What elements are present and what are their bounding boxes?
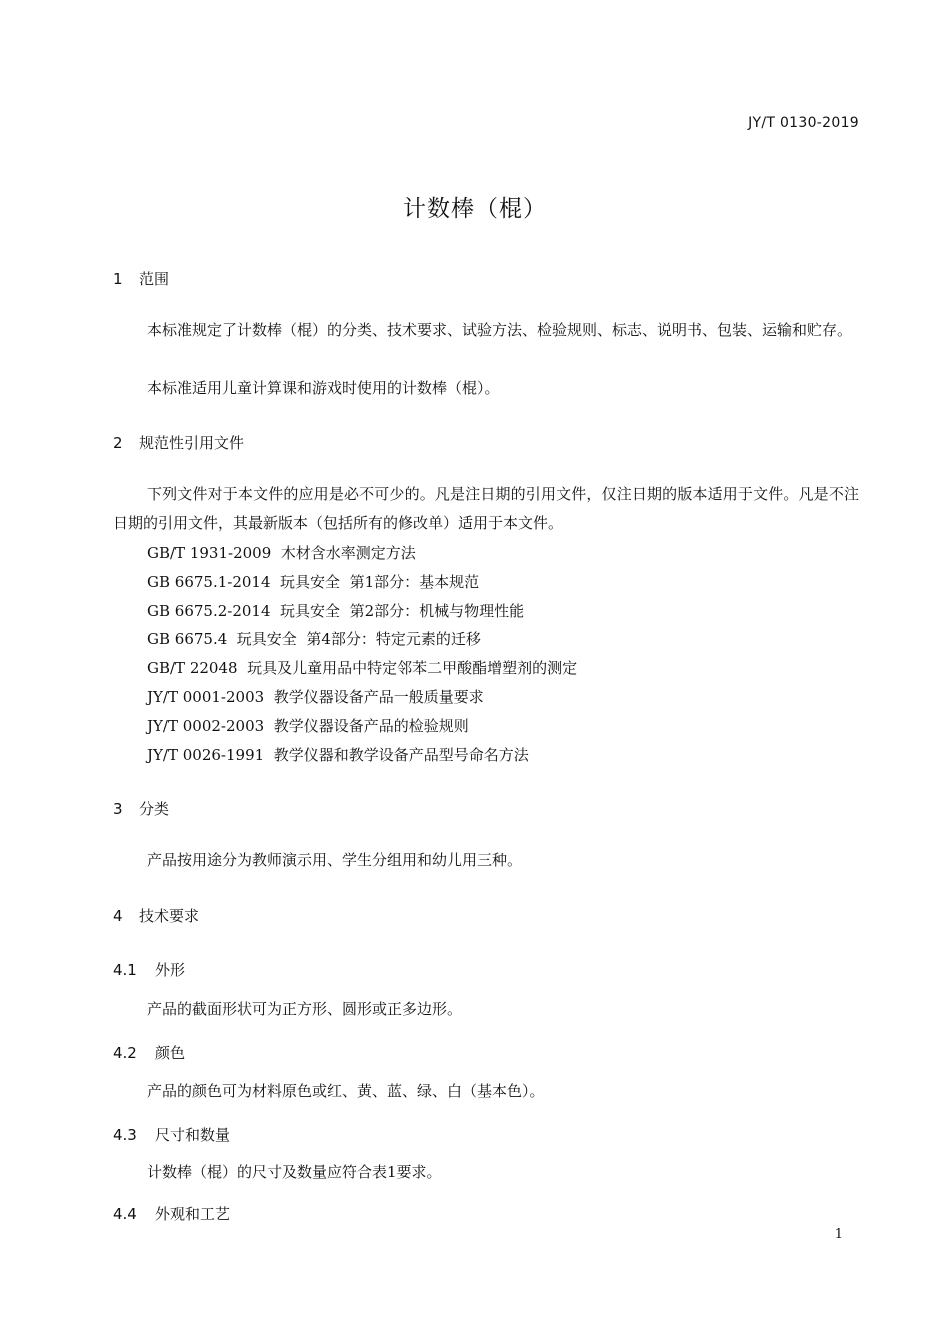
reference-item: GB/T 22048 玩具及儿童用品中特定邻苯二甲酸酯增塑剂的测定 — [147, 659, 578, 677]
color-paragraph: 产品的颜色可为材料原色或红、黄、蓝、绿、白（基本色）。 — [147, 1082, 545, 1100]
section-number: 1 — [113, 270, 123, 288]
reference-item: JY/T 0001-2003 教学仪器设备产品一般质量要求 — [147, 688, 484, 706]
standard-code: JY/T 0130-2019 — [748, 115, 859, 131]
reference-item: GB 6675.4 玩具安全 第4部分：特定元素的迁移 — [147, 630, 481, 648]
reference-item: GB 6675.1-2014 玩具安全 第1部分：基本规范 — [147, 573, 480, 591]
page-number: 1 — [834, 1227, 843, 1242]
reference-item: GB/T 1931-2009 木材含水率测定方法 — [147, 544, 416, 562]
section-number: 2 — [113, 434, 123, 452]
scope-paragraph-2: 本标准适用儿童计算课和游戏时使用的计数棒（棍）。 — [147, 379, 500, 397]
section-number: 3 — [113, 800, 123, 818]
reference-item: GB 6675.2-2014 玩具安全 第2部分：机械与物理性能 — [147, 602, 525, 620]
references-intro-paragraph: 下列文件对于本文件的应用是必不可少的。凡是注日期的引用文件，仅注日期的版本适用于文件。凡是不注日期的引用文件，其最新版本（包括所有的修改单）适用于本文件。 — [113, 485, 859, 532]
size-quantity-paragraph: 计数棒（棍）的尺寸及数量应符合表1要求。 — [147, 1163, 442, 1181]
reference-item: JY/T 0002-2003 教学仪器设备产品的检验规则 — [147, 717, 469, 735]
shape-paragraph: 产品的截面形状可为正方形、圆形或正多边形。 — [147, 1000, 463, 1018]
subsection-heading-shape — [113, 959, 185, 980]
subsection-title: 颜色 — [155, 1044, 186, 1062]
section-heading-classification — [113, 798, 169, 819]
subsection-number: 4.1 — [113, 961, 137, 979]
section-heading-scope — [113, 268, 169, 289]
section-title: 技术要求 — [139, 907, 200, 925]
subsection-heading-color — [113, 1042, 185, 1063]
subsection-number: 4.2 — [113, 1044, 137, 1062]
subsection-number: 4.3 — [113, 1126, 137, 1144]
subsection-title: 尺寸和数量 — [155, 1126, 231, 1144]
subsection-title: 外形 — [155, 961, 186, 979]
classification-paragraph: 产品按用途分为教师演示用、学生分组用和幼儿用三种。 — [147, 851, 523, 869]
section-title: 分类 — [139, 800, 170, 818]
subsection-heading-appearance-workmanship — [113, 1203, 230, 1224]
section-title: 规范性引用文件 — [139, 434, 245, 452]
scope-paragraph-1: 本标准规定了计数棒（棍）的分类、技术要求、试验方法、检验规则、标志、说明书、包装、运输和贮存。 — [147, 321, 853, 339]
subsection-heading-size-quantity — [113, 1124, 230, 1145]
subsection-title: 外观和工艺 — [155, 1205, 231, 1223]
section-heading-technical-requirements — [113, 905, 199, 926]
section-heading-normative-references — [113, 432, 244, 453]
subsection-number: 4.4 — [113, 1205, 137, 1223]
section-title: 范围 — [139, 270, 170, 288]
reference-item: JY/T 0026-1991 教学仪器和教学设备产品型号命名方法 — [147, 746, 529, 764]
document-title: 计数棒（棍） — [403, 196, 547, 222]
section-number: 4 — [113, 907, 123, 925]
